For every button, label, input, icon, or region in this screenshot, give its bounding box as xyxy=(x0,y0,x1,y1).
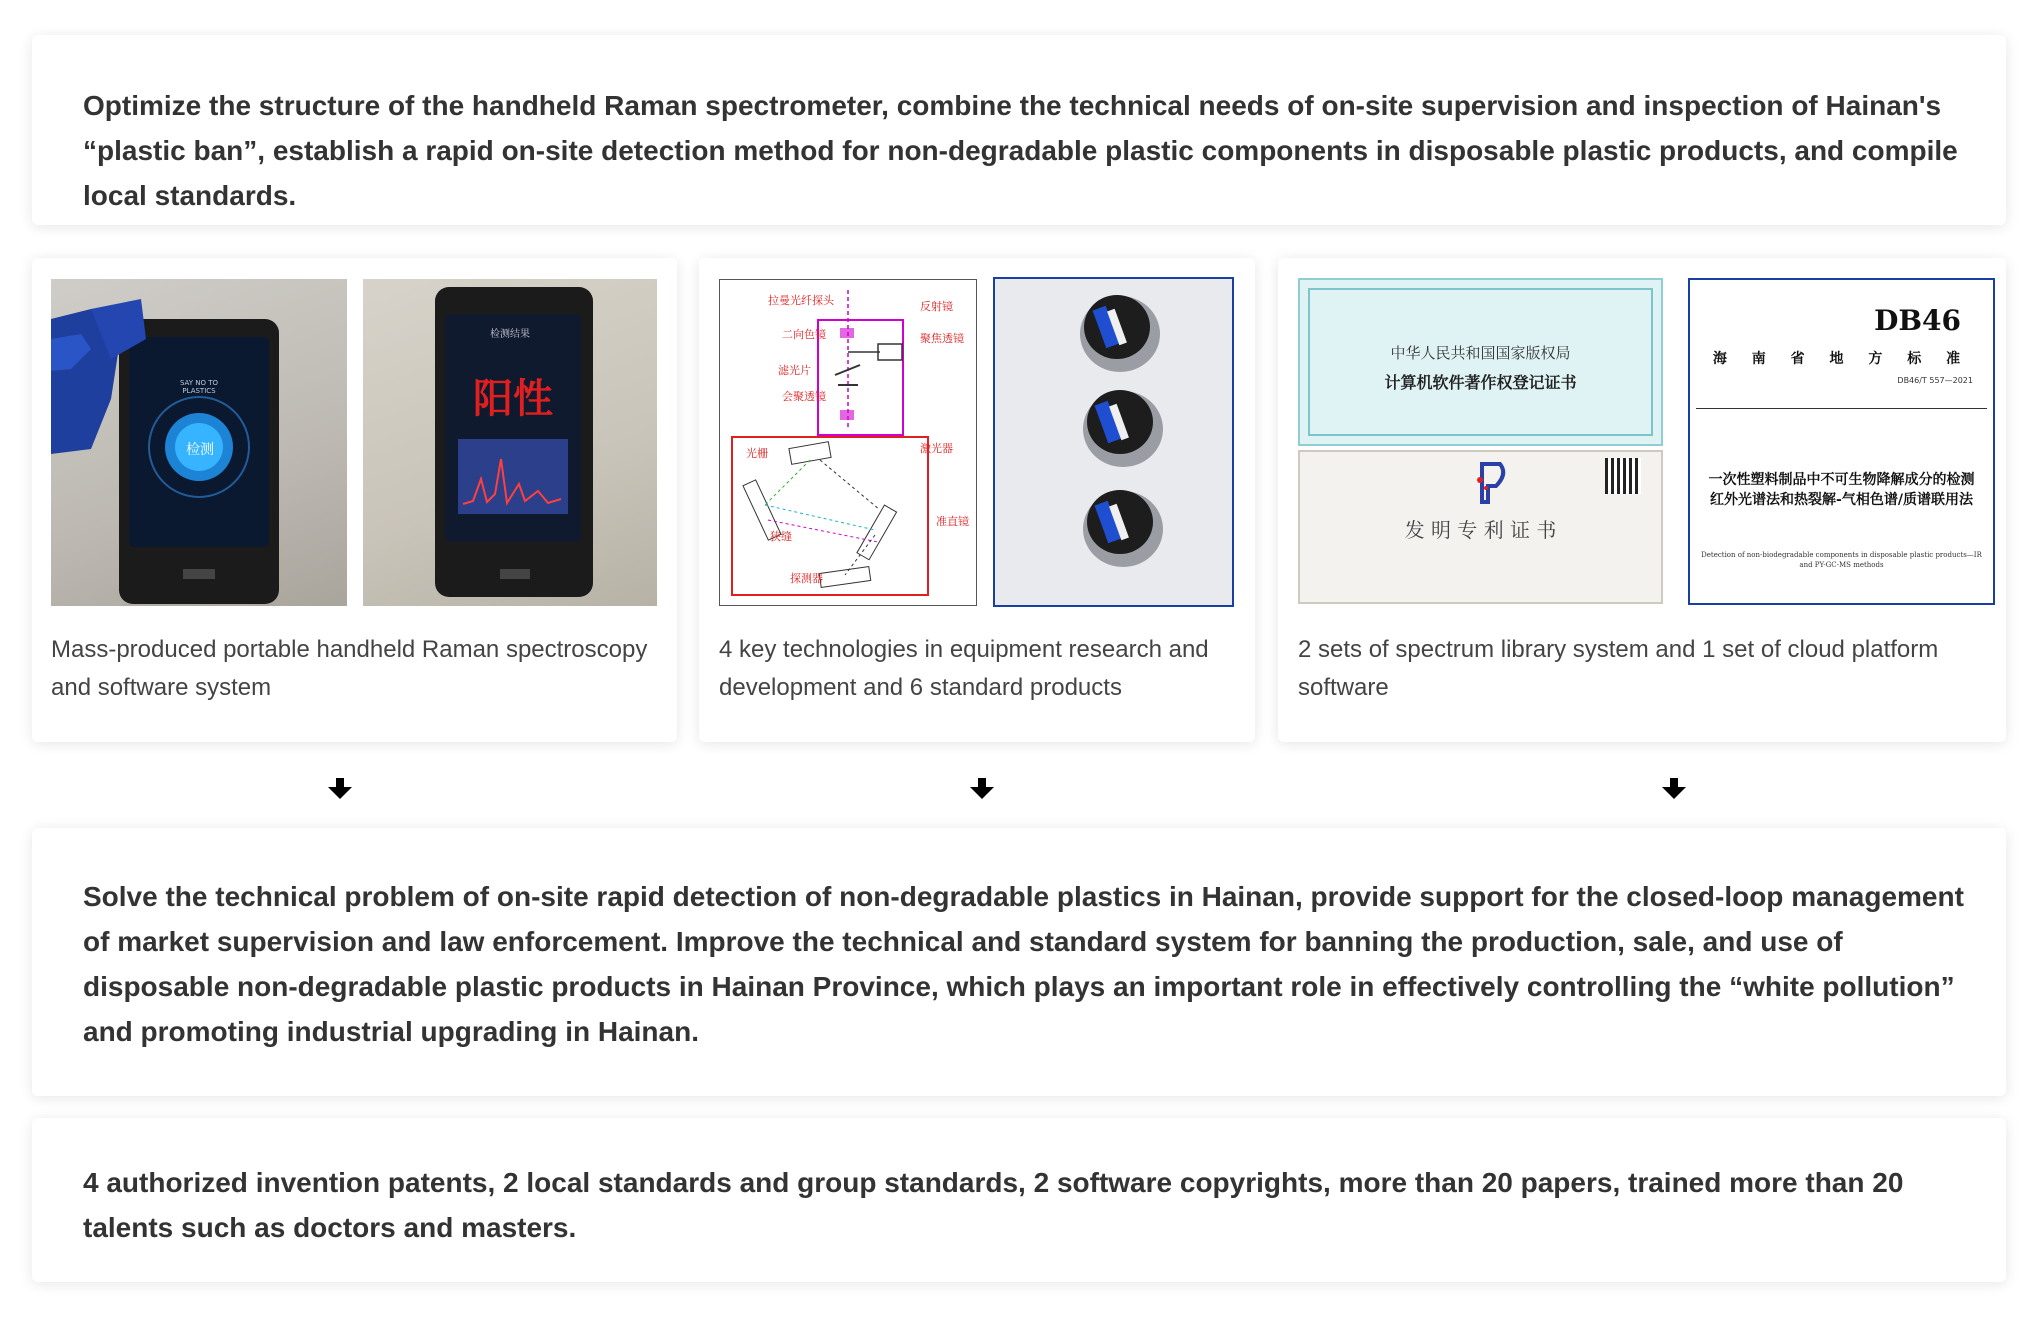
outcome-text: Solve the technical problem of on-site rapid detection of non-degradable plastics in Hainan, provide support for the closed-loop management of market supervision and law enforcement. Improve the technical and standard system for banning the production, sale, and use of disposable non-degradable plastic products in Hainan Province, which plays an important role in effectively controlling the “white pollution” and promoting industrial upgrading in Hainan. xyxy=(83,881,1964,1047)
qr-code xyxy=(1605,458,1641,494)
device-right-result: 阳性 xyxy=(473,376,553,422)
std-code: DB46 xyxy=(1874,304,1961,337)
std-english-title: Detection of non-biodegradable components in disposable plastic products—IR and PY-GC-MS methods xyxy=(1701,551,1982,569)
patent-certificate xyxy=(1298,450,1663,604)
diagram-label-dichroic: 二向色镜 xyxy=(782,328,826,341)
std-number: DB46/T 557—2021 xyxy=(1897,376,1973,385)
standard-products-photo xyxy=(993,277,1234,607)
cert1-line1: 中华人民共和国国家版权局 xyxy=(1390,344,1571,362)
patent-emblem xyxy=(1470,458,1510,504)
std-divider xyxy=(1696,408,1987,409)
intro-card xyxy=(32,35,2006,225)
panel-software-caption: 2 sets of spectrum library system and 1 set of cloud platform software xyxy=(1298,636,1939,701)
diagram-label-converge: 会聚透镜 xyxy=(782,390,826,403)
copyright-certificate xyxy=(1298,278,1663,446)
outcome-card xyxy=(32,828,2006,1096)
std-region: 海 南 省 地 方 标 准 xyxy=(1712,351,1971,367)
panel-software xyxy=(1278,258,2006,742)
standard-products-svg xyxy=(995,279,1234,607)
diagram-label-collimator: 准直镜 xyxy=(936,515,969,528)
achievements-card xyxy=(32,1118,2006,1282)
optical-diagram xyxy=(719,279,977,606)
intro-text: Optimize the structure of the handheld Raman spectrometer, combine the technical needs of on-site supervision and inspection of Hainan's “plastic ban”, establish a rapid on-site detection method for non-degradable plastic components in disposable plastic products, and compile local standards. xyxy=(83,90,1958,211)
diagram-label-laser: 激光器 xyxy=(920,442,953,455)
device-photo-right xyxy=(363,279,657,606)
diagram-label-probe: 拉曼光纤探头 xyxy=(768,294,834,307)
device-photo-left xyxy=(51,279,347,606)
diagram-label-detector: 探测器 xyxy=(790,572,823,585)
local-standard-document xyxy=(1688,278,1995,605)
diagram-label-grating: 光栅 xyxy=(746,447,768,460)
cert1-line2: 计算机软件著作权登记证书 xyxy=(1384,373,1577,392)
device-left-slogan: SAY NO TO PLASTICS xyxy=(179,379,219,395)
diagram-label-mirror: 反射镜 xyxy=(920,300,953,313)
diagram-label-slit: 狭缝 xyxy=(770,530,792,543)
device-left-screen-text: 检测 xyxy=(186,442,214,458)
panel-handheld xyxy=(32,258,677,742)
diagram-label-filter: 滤光片 xyxy=(778,364,811,377)
std-title: 一次性塑料制品中不可生物降解成分的检测 红外光谱法和热裂解-气相色谱/质谱联用法 xyxy=(1708,472,1975,508)
panel-technologies xyxy=(699,258,1255,742)
diagram-label-focus: 聚焦透镜 xyxy=(920,332,964,345)
panel-technologies-caption: 4 key technologies in equipment research and development and 6 standard products xyxy=(719,636,1209,701)
cert2-title: 发 明 专 利 证 书 xyxy=(1404,518,1557,542)
panel-handheld-caption: Mass-produced portable handheld Raman spectroscopy and software system xyxy=(51,636,648,701)
achievements-text: 4 authorized invention patents, 2 local standards and group standards, 2 software copyrights, more than 20 papers, trained more than 20 talents such as doctors and masters. xyxy=(83,1167,1904,1243)
device-right-title: 检测结果 xyxy=(490,329,530,340)
